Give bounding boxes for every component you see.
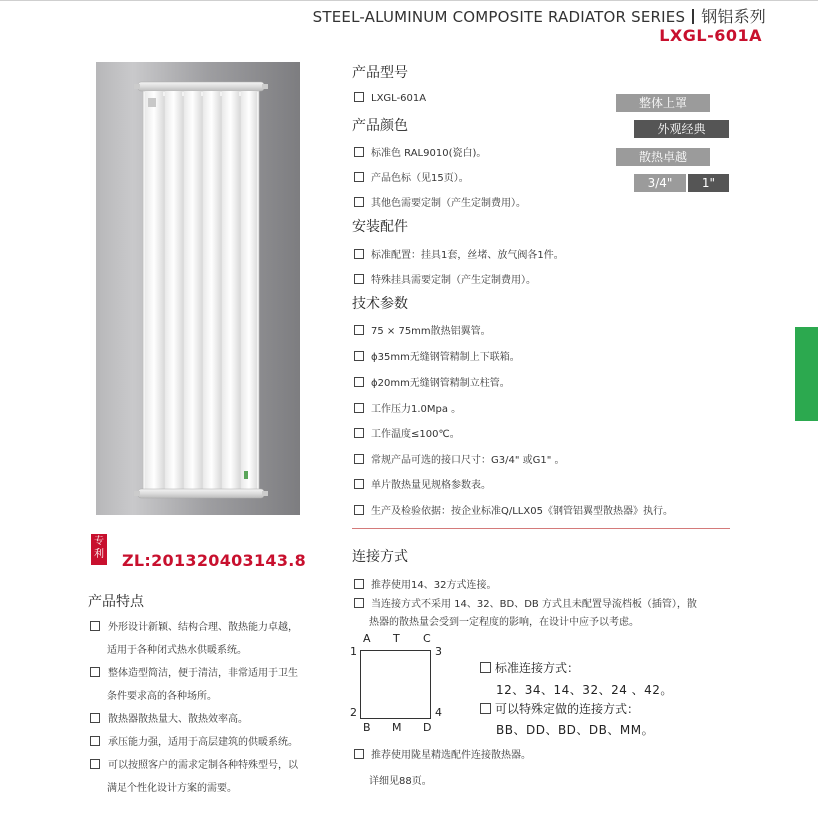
patent-number: ZL:201320403143.8 bbox=[122, 551, 307, 570]
product-photo bbox=[96, 62, 300, 515]
checkbox-icon bbox=[480, 662, 491, 673]
standard-connection-label: 标准连接方式： bbox=[480, 659, 579, 676]
series-english: STEEL-ALUMINUM COMPOSITE RADIATOR SERIES bbox=[312, 8, 686, 26]
section-title-tech: 技术参数 bbox=[352, 296, 408, 312]
series-chinese: 钢铝系列 bbox=[701, 7, 766, 26]
tech-item: 常规产品可选的接口尺寸：G3/4" 或G1" 。 bbox=[354, 451, 565, 466]
tech-item: ϕ35mm无缝钢管精制上下联箱。 bbox=[354, 348, 520, 363]
tag-size-3-4: 3/4" bbox=[634, 174, 686, 192]
tech-item: 工作温度≤100℃。 bbox=[354, 425, 460, 440]
section-title-color: 产品颜色 bbox=[352, 118, 408, 134]
tech-item: 工作压力1.0Mpa 。 bbox=[354, 400, 461, 415]
checkbox-icon bbox=[354, 351, 364, 361]
checkbox-icon bbox=[354, 579, 364, 589]
radiator-illustration bbox=[96, 62, 300, 515]
color-item: 其他色需要定制（产生定制费用）。 bbox=[354, 194, 526, 209]
diagram-label-D: D bbox=[423, 721, 432, 734]
checkbox-icon bbox=[354, 92, 364, 102]
diagram-label-A: A bbox=[363, 632, 371, 645]
tech-item: 单片散热量见规格参数表。 bbox=[354, 476, 491, 491]
diagram-label-C: C bbox=[423, 632, 431, 645]
tag-overall-cover: 整体上罩 bbox=[616, 94, 710, 112]
section-title-features: 产品特点 bbox=[88, 594, 144, 610]
checkbox-icon bbox=[354, 749, 364, 759]
custom-connection-values: BB、DD、BD、DB、MM。 bbox=[496, 723, 655, 737]
feature-item: 外形设计新颖、结构合理、散热能力卓越， bbox=[90, 616, 340, 639]
tech-item: 生产及检验依据：按企业标准Q/LLX05《钢管铝翼型散热器》执行。 bbox=[354, 502, 673, 517]
feature-item: 可以按照客户的需求定制各种特殊型号，以 bbox=[90, 754, 340, 777]
connection-diagram bbox=[360, 650, 431, 719]
diagram-label-B: B bbox=[363, 721, 371, 734]
feature-item: 整体造型简洁，便于清洁，非常适用于卫生 bbox=[90, 662, 340, 685]
diagram-label-4: 4 bbox=[435, 706, 442, 719]
feature-item-continuation: 条件要求高的各种场所。 bbox=[107, 691, 217, 702]
color-item: 产品色标（见15页）。 bbox=[354, 169, 469, 184]
feature-item: 散热器散热量大、散热效率高。 bbox=[90, 708, 340, 731]
patent-badge: 专利 bbox=[91, 534, 107, 565]
diagram-label-M: M bbox=[392, 721, 402, 734]
section-divider bbox=[352, 528, 730, 529]
connection-item: 推荐使用14、32方式连接。 bbox=[354, 576, 496, 591]
feature-item-continuation: 适用于各种闭式热水供暖系统。 bbox=[107, 645, 247, 656]
connection-item: 当连接方式不采用 14、32、BD、DB 方式且未配置导流档板（插管），散 bbox=[354, 595, 697, 610]
checkbox-icon bbox=[354, 377, 364, 387]
model-heading: LXGL-601A bbox=[659, 26, 762, 45]
feature-item-continuation: 满足个性化设计方案的需要。 bbox=[107, 783, 237, 794]
checkbox-icon bbox=[354, 325, 364, 335]
tag-classic-look: 外观经典 bbox=[634, 120, 729, 138]
standard-connection-values: 12、34、14、32、24 、42。 bbox=[496, 683, 673, 697]
feature-item: 承压能力强，适用于高层建筑的供暖系统。 bbox=[90, 731, 340, 754]
diagram-label-1: 1 bbox=[350, 645, 357, 658]
checkbox-icon bbox=[90, 759, 100, 769]
checkbox-icon bbox=[354, 454, 364, 464]
checkbox-icon bbox=[354, 249, 364, 259]
section-title-accessories: 安装配件 bbox=[352, 219, 408, 235]
checkbox-icon bbox=[354, 428, 364, 438]
series-separator bbox=[692, 9, 694, 24]
checkbox-icon bbox=[354, 479, 364, 489]
features-list bbox=[90, 616, 340, 800]
checkbox-icon bbox=[354, 598, 364, 608]
checkbox-icon bbox=[90, 621, 100, 631]
diagram-label-3: 3 bbox=[435, 645, 442, 658]
checkbox-icon bbox=[90, 736, 100, 746]
series-heading bbox=[313, 4, 766, 27]
custom-connection-label: 可以特殊定做的连接方式： bbox=[480, 700, 639, 717]
checkbox-icon bbox=[354, 505, 364, 515]
color-item: 标准色 RAL9010(瓷白)。 bbox=[354, 144, 486, 159]
accessory-item: 特殊挂具需要定制（产生定制费用）。 bbox=[354, 271, 536, 286]
diagram-label-2: 2 bbox=[350, 706, 357, 719]
top-rule bbox=[0, 0, 818, 1]
tag-heat-dissipation: 散热卓越 bbox=[616, 148, 710, 166]
section-title-model: 产品型号 bbox=[352, 65, 408, 81]
checkbox-icon bbox=[90, 667, 100, 677]
side-tab-marker bbox=[795, 327, 818, 421]
section-title-connection: 连接方式 bbox=[352, 549, 408, 565]
tag-size-1: 1" bbox=[688, 174, 729, 192]
checkbox-icon bbox=[354, 147, 364, 157]
checkbox-icon bbox=[90, 713, 100, 723]
checkbox-icon bbox=[354, 403, 364, 413]
tech-item: ϕ20mm无缝钢管精制立柱管。 bbox=[354, 374, 510, 389]
connection-item-continuation: 热器的散热量会受到一定程度的影响，在设计中应予以考虑。 bbox=[369, 617, 639, 628]
accessory-item: 标准配置：挂具1套，丝堵、放气阀各1件。 bbox=[354, 246, 564, 261]
connection-detail: 详细见88页。 bbox=[369, 776, 432, 787]
connection-recommend: 推荐使用陇星精选配件连接散热器。 bbox=[354, 746, 531, 761]
checkbox-icon bbox=[354, 274, 364, 284]
checkbox-icon bbox=[354, 197, 364, 207]
diagram-label-T: T bbox=[393, 632, 400, 645]
model-item: LXGL-601A bbox=[354, 92, 426, 104]
tech-item: 75 × 75mm散热铝翼管。 bbox=[354, 322, 491, 337]
checkbox-icon bbox=[354, 172, 364, 182]
checkbox-icon bbox=[480, 703, 491, 714]
